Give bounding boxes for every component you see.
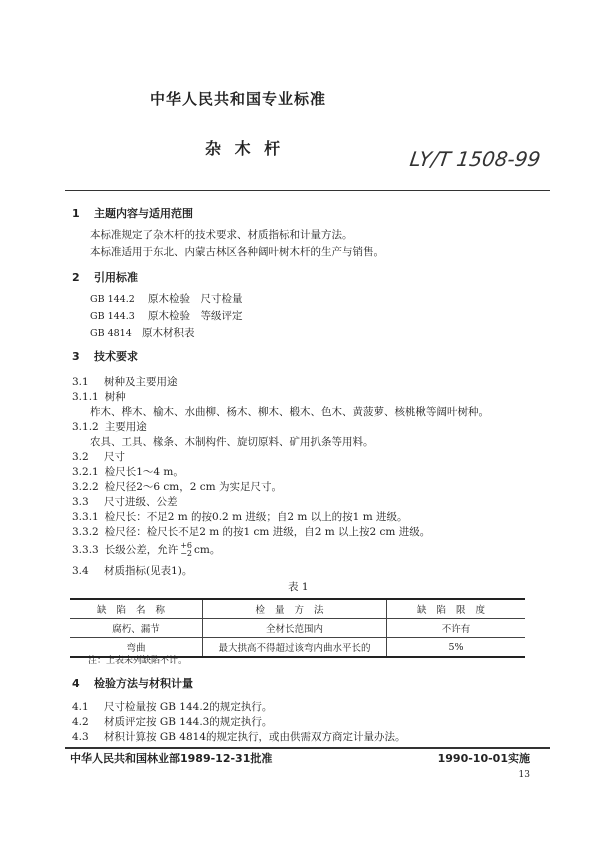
reference-item: GB 144.3 原木检验 等级评定 <box>90 310 243 322</box>
footer-divider <box>65 747 550 749</box>
header-divider <box>65 190 550 191</box>
table-note: 注：上表未列缺陷不计。 <box>88 656 188 666</box>
table-cell: 弯曲 <box>70 638 203 658</box>
tolerance-fraction: +6 −2 <box>180 541 193 558</box>
section-2-heading: 2 引用标准 <box>72 271 138 284</box>
clause: 3.1.2 主要用途 <box>72 421 147 433</box>
clause: 3.1.1 树种 <box>72 391 126 403</box>
table-cell: 全材长范围内 <box>203 619 387 638</box>
clause: 3.3.1 检尺长：不足2 m 的按0.2 m 进级；自2 m 以上的按1 m 进级。 <box>72 511 408 523</box>
column-header: 检量方法 <box>203 599 387 619</box>
defect-table <box>70 598 525 658</box>
table-cell: 5% <box>387 638 526 658</box>
org-title: 中华人民共和国专业标准 <box>150 90 327 108</box>
clause-text: 柞木、桦木、榆木、水曲柳、杨木、柳木、椴木、色木、黄菠萝、核桃楸等阔叶树种。 <box>90 406 489 418</box>
handwritten-standard-code: LY/T 1508-99 <box>408 147 543 171</box>
effective-date: 1990-10-01实施 <box>437 752 530 765</box>
clause: 4.3 材积计算按 GB 4814的规定执行，或由供需双方商定计量办法。 <box>72 731 406 743</box>
section-4-heading: 4 检验方法与材积计量 <box>72 677 193 690</box>
clause: 3.1 树种及主要用途 <box>72 376 178 388</box>
section-1-heading: 1 主题内容与适用范围 <box>72 207 193 220</box>
doc-title: 杂 木 杆 <box>205 139 285 158</box>
table-header-row <box>70 599 525 619</box>
clause: 3.4 材质指标(见表1)。 <box>72 565 193 577</box>
table-caption: 表 1 <box>288 581 309 593</box>
clause: 4.2 材质评定按 GB 144.3的规定执行。 <box>72 716 273 728</box>
clause-text: 农具、工具、椽条、木制构件、旋切原料、矿用扒条等用料。 <box>90 436 374 448</box>
table-cell: 腐朽、漏节 <box>70 619 203 638</box>
table-cell: 最大拱高不得超过该弯内曲水平长的 <box>203 638 387 658</box>
clause: 3.2 尺寸 <box>72 451 125 463</box>
clause: 3.2.2 检尺径2～6 cm，2 cm 为实足尺寸。 <box>72 481 282 493</box>
paragraph: 本标准适用于东北、内蒙古林区各种阔叶树木杆的生产与销售。 <box>90 246 384 258</box>
reference-item: GB 4814 原木材积表 <box>90 327 195 339</box>
table-cell: 不许有 <box>387 619 526 638</box>
column-header: 缺陷限度 <box>387 599 526 619</box>
page-number: 13 <box>518 770 530 780</box>
paragraph: 本标准规定了杂木杆的技术要求、材质指标和计量方法。 <box>90 229 353 241</box>
clause: 3.3.2 检尺径：检尺长不足2 m 的按1 cm 进级，自2 m 以上按2 cm 进级。 <box>72 526 431 538</box>
clause: 3.3 尺寸进级、公差 <box>72 496 178 508</box>
table-row <box>70 619 525 638</box>
clause: 4.1 尺寸检量按 GB 144.2的规定执行。 <box>72 701 273 713</box>
column-header: 缺陷名称 <box>70 599 203 619</box>
clause: 3.2.1 检尺长1～4 m。 <box>72 466 184 478</box>
clause-tolerance: 3.3.3 长级公差，允许 +6 −2 cm。 <box>72 541 221 558</box>
section-3-heading: 3 技术要求 <box>72 350 138 363</box>
approval-line: 中华人民共和国林业部1989-12-31批准 <box>70 752 273 765</box>
reference-item: GB 144.2 原木检验 尺寸检量 <box>90 293 243 305</box>
